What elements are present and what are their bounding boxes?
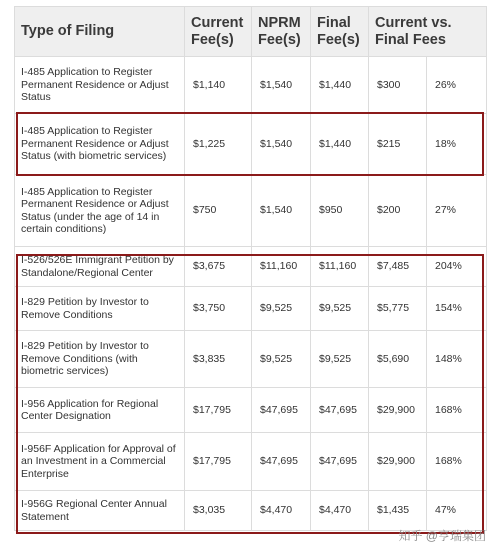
cell-type: I-526/526E Immigrant Petition by Standalone/Regional Center (15, 247, 185, 287)
table-row (15, 331, 487, 388)
cell-pct: 148% (427, 331, 487, 388)
table-row (15, 114, 487, 175)
cell-final: $1,440 (311, 114, 369, 175)
cell-nprm: $9,525 (252, 331, 311, 388)
cell-diff: $29,900 (369, 433, 427, 491)
cell-current: $3,035 (185, 491, 252, 531)
cell-pct: 47% (427, 491, 487, 531)
cell-diff: $29,900 (369, 388, 427, 433)
table-row (15, 57, 487, 114)
table-row (15, 175, 487, 247)
cell-nprm: $4,470 (252, 491, 311, 531)
cell-final: $9,525 (311, 287, 369, 331)
header-row (15, 7, 487, 57)
header-type: Type of Filing (15, 7, 185, 57)
cell-final: $4,470 (311, 491, 369, 531)
cell-nprm: $1,540 (252, 175, 311, 247)
cell-pct: 168% (427, 433, 487, 491)
cell-final: $47,695 (311, 388, 369, 433)
cell-nprm: $11,160 (252, 247, 311, 287)
header-current: Current Fee(s) (185, 7, 252, 57)
cell-nprm: $1,540 (252, 114, 311, 175)
cell-pct: 26% (427, 57, 487, 114)
table-row (15, 433, 487, 491)
cell-pct: 27% (427, 175, 487, 247)
cell-diff: $7,485 (369, 247, 427, 287)
cell-type: I-485 Application to Register Permanent Residence or Adjust Status (under the age of 14 in certain conditions) (15, 175, 185, 247)
cell-current: $1,140 (185, 57, 252, 114)
cell-final: $1,440 (311, 57, 369, 114)
cell-diff: $300 (369, 57, 427, 114)
cell-type: I-956 Application for Regional Center Designation (15, 388, 185, 433)
cell-nprm: $1,540 (252, 57, 311, 114)
header-compare: Current vs. Final Fees (369, 7, 487, 57)
table-row (15, 287, 487, 331)
cell-type: I-956F Application for Approval of an Investment in a Commercial Enterprise (15, 433, 185, 491)
header-final: Final Fee(s) (311, 7, 369, 57)
cell-current: $3,750 (185, 287, 252, 331)
cell-current: $750 (185, 175, 252, 247)
cell-type: I-485 Application to Register Permanent Residence or Adjust Status (15, 57, 185, 114)
fee-table (14, 6, 487, 531)
cell-pct: 18% (427, 114, 487, 175)
cell-final: $47,695 (311, 433, 369, 491)
table-row (15, 247, 487, 287)
cell-diff: $200 (369, 175, 427, 247)
cell-current: $3,675 (185, 247, 252, 287)
cell-type: I-956G Regional Center Annual Statement (15, 491, 185, 531)
cell-pct: 168% (427, 388, 487, 433)
cell-current: $3,835 (185, 331, 252, 388)
cell-current: $17,795 (185, 433, 252, 491)
cell-pct: 154% (427, 287, 487, 331)
cell-diff: $5,690 (369, 331, 427, 388)
cell-diff: $5,775 (369, 287, 427, 331)
watermark: 知乎 @亨瑞集团 (398, 529, 486, 543)
cell-nprm: $47,695 (252, 388, 311, 433)
cell-final: $11,160 (311, 247, 369, 287)
cell-nprm: $9,525 (252, 287, 311, 331)
cell-nprm: $47,695 (252, 433, 311, 491)
table-row (15, 388, 487, 433)
cell-final: $950 (311, 175, 369, 247)
cell-type: I-829 Petition by Investor to Remove Conditions (with biometric services) (15, 331, 185, 388)
table-row (15, 491, 487, 531)
cell-current: $1,225 (185, 114, 252, 175)
cell-current: $17,795 (185, 388, 252, 433)
header-nprm: NPRM Fee(s) (252, 7, 311, 57)
cell-type: I-829 Petition by Investor to Remove Conditions (15, 287, 185, 331)
cell-final: $9,525 (311, 331, 369, 388)
cell-pct: 204% (427, 247, 487, 287)
cell-diff: $1,435 (369, 491, 427, 531)
cell-type: I-485 Application to Register Permanent Residence or Adjust Status (with biometric services) (15, 114, 185, 175)
cell-diff: $215 (369, 114, 427, 175)
